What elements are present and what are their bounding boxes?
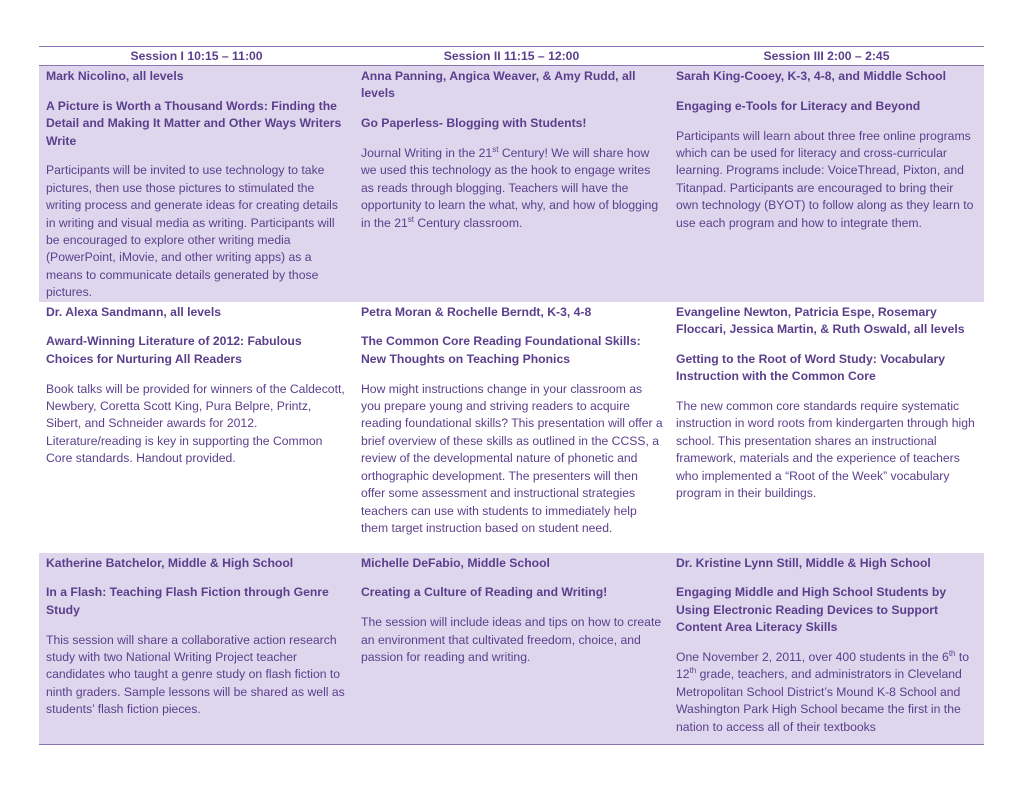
presenters: Michelle DeFabio, Middle School: [361, 555, 550, 570]
presenters: Anna Panning, Angica Weaver, & Amy Rudd, all levels: [361, 69, 636, 101]
session-cell: [354, 66, 669, 302]
session-cell: [354, 302, 669, 553]
session-2-header: Session II 11:15 – 12:00: [354, 47, 669, 66]
session-description: How might instructions change in your classroom as you prepare young and striving readers to acquire reading foundational skills? This presentation will offer a brief overview of these skills as outlined in the CCSS, a review of the developmental nature of phonetic and orthographic development. The presenters will then offer some assessment and instructional strategies teachers can use with students to immediately help them target instruction based on student need.: [361, 381, 663, 535]
table-row: [39, 302, 984, 553]
session-cell: [669, 66, 984, 302]
session-cell: [669, 302, 984, 553]
session-3-header: Session III 2:00 – 2:45: [669, 47, 984, 66]
session-description: Participants will learn about three free online programs which can be used for literacy and cross-curricular learning. Programs include: VoiceThread, Pixton, and Titanpad. Participants are encouraged to bring their own technology (BYOT) to follow along as they learn to use each program and how to integrate them.: [676, 128, 974, 230]
session-title: The Common Core Reading Foundational Skills: New Thoughts on Teaching Phonics: [361, 334, 641, 366]
session-title: Go Paperless- Blogging with Students!: [361, 116, 587, 131]
session-description: The session will include ideas and tips on how to create an environment that cultivated freedom, choice, and passion for reading and writing.: [361, 615, 662, 665]
session-title: Getting to the Root of Word Study: Vocabulary Instruction with the Common Core: [676, 351, 946, 384]
session-title: In a Flash: Teaching Flash Fiction through Genre Study: [46, 585, 329, 617]
session-description: This session will share a collaborative action research study with two National Writing Project teacher candidates who taught a genre study on flash fiction to ninth graders. Sample lessons will be shared as well as students’ flash fiction pieces.: [46, 632, 345, 717]
presenters: Dr. Alexa Sandmann, all levels: [46, 304, 221, 319]
session-title: Engaging Middle and High School Students by Using Electronic Reading Devices to Support Content Area Literacy Skills: [676, 585, 947, 635]
session-title: A Picture is Worth a Thousand Words: Finding the Detail and Making It Matter and Other Ways Writers Write: [46, 98, 342, 148]
session-title: Creating a Culture of Reading and Writing!: [361, 585, 608, 600]
session-table: [39, 46, 984, 745]
session-cell: [669, 553, 984, 745]
session-1-header: Session I 10:15 – 11:00: [39, 47, 354, 66]
session-schedule: [39, 46, 984, 745]
presenters: Sarah King-Cooey, K-3, 4-8, and Middle School: [676, 69, 946, 83]
header-row: [39, 47, 984, 66]
presenters: Petra Moran & Rochelle Berndt, K-3, 4-8: [361, 304, 592, 319]
presenters: Dr. Kristine Lynn Still, Middle & High School: [676, 555, 931, 570]
table-row: [39, 66, 984, 302]
presenters: Mark Nicolino, all levels: [46, 69, 184, 83]
session-cell: [39, 553, 354, 745]
session-description: One November 2, 2011, over 400 students in the 6th to 12th grade, teachers, and administrators in Cleveland Metropolitan School District’s Mound K-8 School and Washington Park High School became the first in the nation to access all of their textbooks: [676, 649, 970, 734]
presenters: Evangeline Newton, Patricia Espe, Rosemary Floccari, Jessica Martin, & Ruth Oswald, all levels: [676, 304, 965, 337]
session-description: Participants will be invited to use technology to take pictures, then use those pictures to stimulated the writing process and generate ideas for creating details in writing and visual media as writing. Participants will be encouraged to explore other writing media (PowerPoint, iMovie, and other writing apps) as a means to communicate details generated by those pictures.: [46, 163, 338, 300]
session-title: Award-Winning Literature of 2012: Fabulous Choices for Nurturing All Readers: [46, 334, 302, 366]
session-title: Engaging e-Tools for Literacy and Beyond: [676, 98, 921, 113]
session-description: The new common core standards require systematic instruction in word roots from kindergarten through high school. This presentation shares an instructional framework, materials and the experience of teachers who implemented a “Root of the Week” vocabulary program in their buildings.: [676, 399, 975, 501]
presenters: Katherine Batchelor, Middle & High School: [46, 555, 294, 570]
session-description: Journal Writing in the 21st Century! We will share how we used this technology as the hook to engage writes as reads through blogging. Teachers will have the opportunity to learn the what, why, and how of blogging in the 21st Century classroom.: [361, 144, 659, 230]
session-cell: [354, 553, 669, 745]
session-description: Book talks will be provided for winners of the Caldecott, Newbery, Coretta Scott King, Pura Belpre, Printz, Sibert, and Schneider awards for 2012. Literature/reading is key in supporting the Common Core standards. Handout provided.: [46, 381, 345, 466]
session-cell: [39, 302, 354, 553]
table-row: [39, 553, 984, 745]
session-cell: [39, 66, 354, 302]
